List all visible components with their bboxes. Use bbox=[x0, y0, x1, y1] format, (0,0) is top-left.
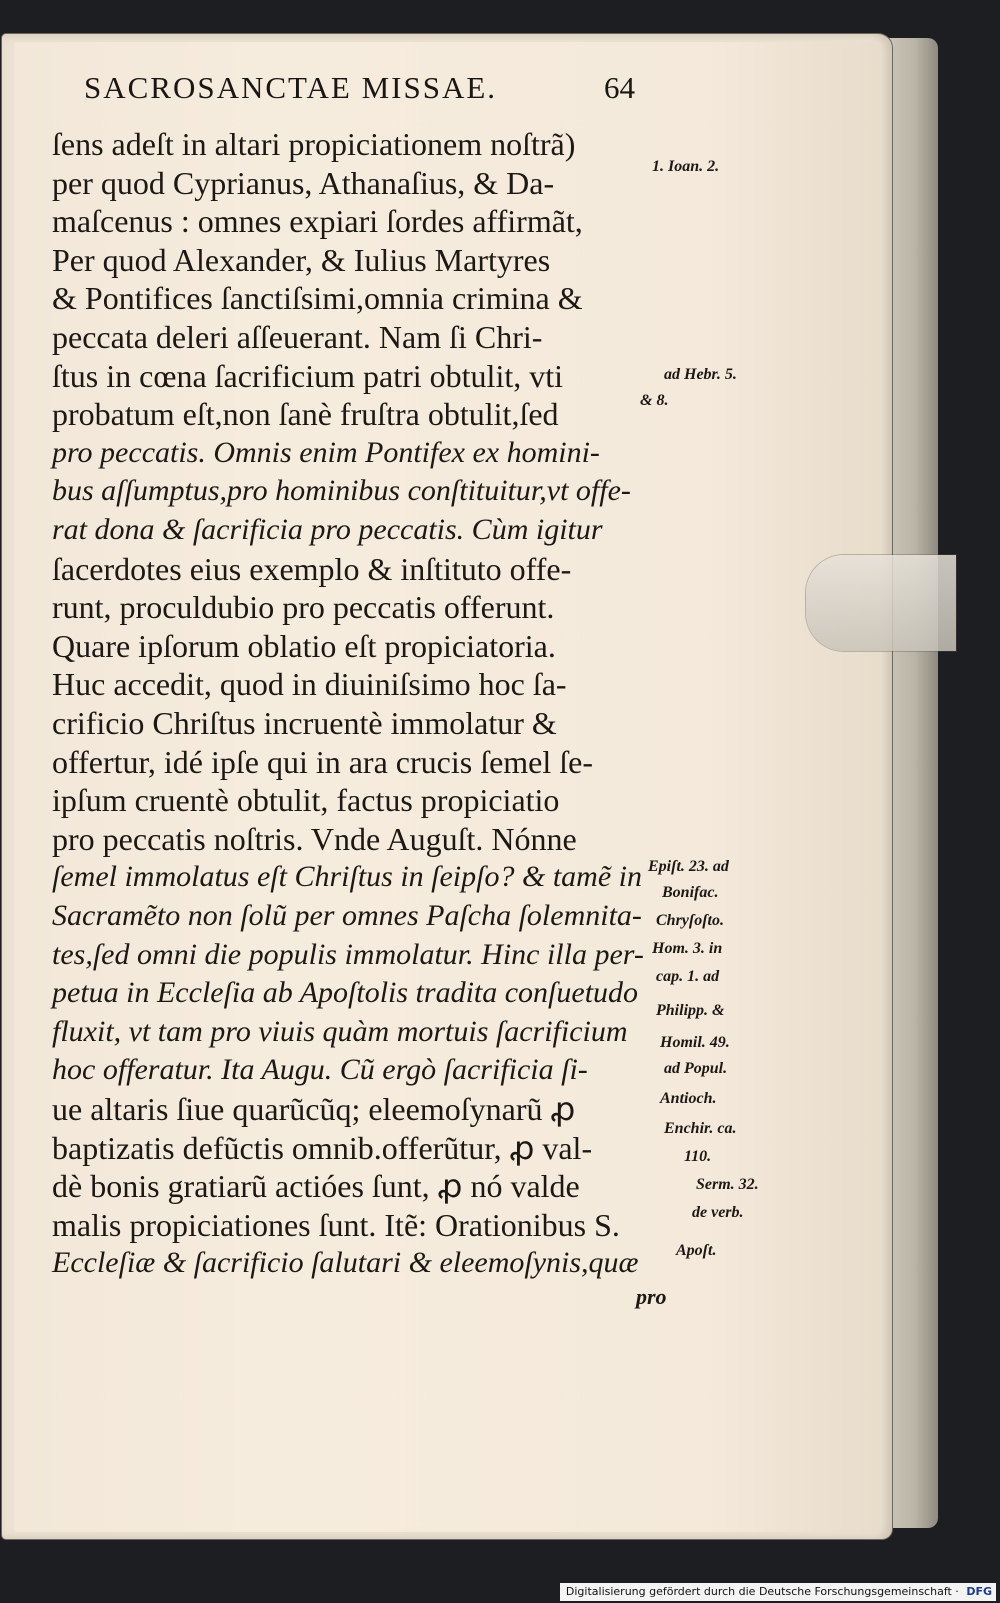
text-line: ipſum cruentè obtulit, factus propiciatio bbox=[52, 782, 560, 819]
marginal-note: ad Popul. bbox=[664, 1060, 728, 1077]
text-line: bus aſſumptus,pro hominibus conſtituitur,vt offe- bbox=[52, 474, 631, 508]
marginal-note: ad Hebr. 5. bbox=[664, 366, 737, 383]
marginal-note: 1. Ioan. 2. bbox=[652, 158, 720, 175]
text-line: crificio Chriſtus incruentè immolatur & bbox=[52, 705, 557, 741]
text-line: Sacramẽto non ſolũ per omnes Paſcha ſolemnita- bbox=[52, 899, 642, 932]
text-line: rat dona & ſacrificia pro peccatis. Cùm igitur bbox=[52, 513, 603, 546]
marginal-note: Homil. 49. bbox=[660, 1034, 730, 1051]
marginal-note: Enchir. ca. bbox=[664, 1120, 737, 1137]
text-line: tes,ſed omni die populis immolatur. Hinc illa per- bbox=[52, 937, 644, 971]
running-title: SACROSANCTAE MISSAE. bbox=[84, 70, 498, 105]
marginal-note: Chryſoſto. bbox=[656, 912, 724, 929]
catchword: pro bbox=[636, 1284, 667, 1309]
text-line: peccata deleri aſſeuerant. Nam ſi Chri- bbox=[52, 319, 543, 355]
page-number: 64 bbox=[604, 70, 635, 105]
marginal-note: & 8. bbox=[640, 392, 669, 409]
text-line: fluxit, vt tam pro viuis quàm mortuis ſacrificium bbox=[52, 1014, 628, 1048]
text-line: runt, proculdubio pro peccatis offerunt. bbox=[52, 589, 555, 626]
text-line: ue altaris ſiue quarũcũq; eleemoſynarũ ꝓ bbox=[52, 1091, 576, 1127]
text-line: Huc accedit, quod in diuiniſsimo hoc ſa- bbox=[52, 666, 567, 703]
text-line: Quare ipſorum oblatio eſt propiciatoria. bbox=[52, 627, 556, 664]
text-line: hoc offeratur. Ita Augu. Cũ ergò ſacrificia ſi- bbox=[52, 1053, 588, 1087]
marginal-note: 110. bbox=[684, 1148, 712, 1165]
marginal-note: Philipp. & bbox=[656, 1002, 725, 1019]
text-line: Per quod Alexander, & Iulius Martyres bbox=[52, 241, 551, 278]
marginal-note: Apoſt. bbox=[676, 1242, 717, 1259]
marginal-note: Epiſt. 23. ad bbox=[648, 858, 729, 875]
running-header bbox=[84, 70, 684, 114]
text-line: ſtus in cœna ſacrificium patri obtulit, vti bbox=[52, 357, 563, 394]
text-line: petua in Eccleſia ab Apoſtolis tradita conſuetudo bbox=[52, 976, 639, 1010]
text-line: probatum eſt,non ſanè fruſtra obtulit,ſed bbox=[52, 396, 559, 433]
text-line: ſacerdotes eius exemplo & inſtituto offe- bbox=[52, 550, 572, 587]
marginal-note: Hom. 3. in bbox=[652, 940, 723, 957]
text-line: baptizatis defũctis omnib.offerũtur, ꝓ val- bbox=[52, 1129, 593, 1166]
text-line: pro peccatis noſtris. Vnde Auguſt. Nónne bbox=[52, 820, 577, 857]
marginal-note: cap. 1. ad bbox=[656, 968, 720, 985]
text-line: ſens adeſt in altari propiciationem noſtrã) bbox=[52, 126, 576, 162]
marginal-note: Antioch. bbox=[660, 1090, 717, 1107]
marginal-note: Serm. 32. bbox=[696, 1176, 759, 1193]
marginal-note: de verb. bbox=[692, 1204, 744, 1221]
digitization-footer bbox=[560, 1583, 996, 1601]
text-line: ſemel immolatus eſt Chriſtus in ſeipſo? & tamẽ in bbox=[52, 860, 642, 894]
text-line: Eccleſiæ & ſacrificio ſalutari & eleemoſynis,quæ bbox=[52, 1246, 639, 1280]
page-marker-tab bbox=[806, 555, 956, 651]
dfg-logo: DFG bbox=[966, 1585, 992, 1598]
footer-credit: Digitalisierung gefördert durch die Deutsche Forschungsgemeinschaft · bbox=[565, 1585, 959, 1598]
text-line: per quod Cyprianus, Athanaſius, & Da- bbox=[52, 164, 555, 201]
marginal-note: Bonifac. bbox=[662, 884, 719, 901]
text-line: dè bonis gratiarũ actióes ſunt, ꝓ nó valde bbox=[52, 1168, 580, 1205]
text-line: pro peccatis. Omnis enim Pontifex ex homini- bbox=[52, 435, 600, 469]
text-line: maſcenus : omnes expiari ſordes affirmãt, bbox=[52, 203, 583, 240]
text-line: offertur, idé ipſe qui in ara crucis ſemel ſe- bbox=[52, 743, 594, 780]
text-line: & Pontifices ſanctiſsimi,omnia crimina & bbox=[52, 280, 583, 317]
text-line: malis propiciationes ſunt. Itẽ: Orationibus S. bbox=[52, 1206, 620, 1243]
